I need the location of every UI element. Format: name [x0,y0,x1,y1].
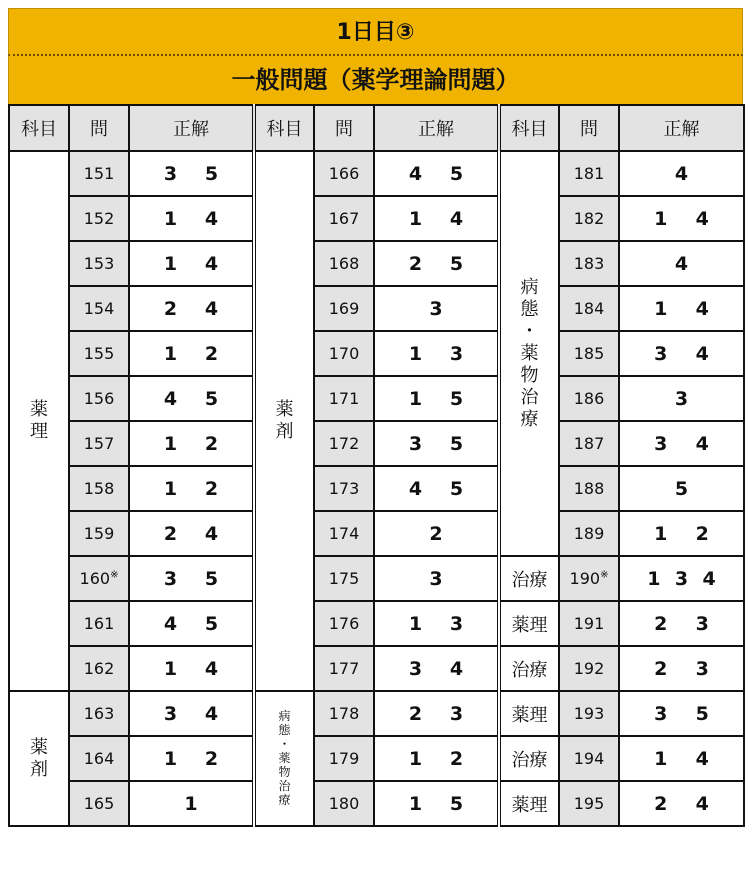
question-number [69,646,129,691]
answer-value: 3 [429,297,443,320]
answer-value: 3 [654,702,668,725]
question-number [314,241,374,286]
answer-value: 4 [408,162,423,185]
question-number [314,286,374,331]
answer-value: 5 [674,477,689,500]
answer-value: 1 [408,792,423,815]
answer-cell [374,736,499,781]
question-number [314,331,374,376]
answer-cell [129,466,254,511]
answer-value: 3 [674,387,689,410]
answer-cell [619,286,744,331]
question-number-text: 193 [573,704,605,723]
question-number [559,421,619,466]
question-number [314,376,374,421]
question-number-text: 184 [573,299,605,318]
question-number-text: 155 [83,344,115,363]
col-question-header: 問 [69,105,129,151]
subject-cell: 薬理 [499,601,559,646]
question-number [69,241,129,286]
answer-value: 1 [163,252,178,275]
answer-value: 2 [204,747,219,770]
day-title: 1日目③ [8,8,743,56]
answer-cell [374,331,499,376]
col-answer-header: 正解 [619,105,744,151]
answer-value: 3 [654,432,668,455]
question-number [314,646,374,691]
table-row [9,421,744,466]
question-number-text: 187 [573,434,605,453]
section-title: 一般問題（薬学理論問題） [8,56,743,104]
answer-value: 5 [449,477,464,500]
question-number-text: 177 [328,659,360,678]
answer-value: 5 [695,702,709,725]
table-row [9,646,744,691]
answer-cell [374,556,499,601]
question-number-text: 195 [573,794,605,813]
answer-value: 5 [204,387,219,410]
question-number-text: 188 [573,479,605,498]
answer-value: 4 [204,207,219,230]
question-number [559,151,619,196]
answer-cell [619,151,744,196]
answer-value: 3 [695,657,709,680]
answer-value: 4 [204,657,219,680]
table-row [9,466,744,511]
question-number-text: 162 [83,659,115,678]
question-number-text: 181 [573,164,605,183]
col-subject-header: 科目 [9,105,69,151]
answer-value: 5 [204,162,219,185]
answer-cell [129,646,254,691]
answer-cell [374,376,499,421]
answer-value: 3 [654,342,668,365]
question-number-text: 156 [83,389,115,408]
answer-value: 5 [449,792,464,815]
answer-value: 3 [449,702,464,725]
answer-cell [619,241,744,286]
answer-cell [619,196,744,241]
question-number [559,286,619,331]
answer-value: 4 [408,477,423,500]
answer-cell [619,331,744,376]
answer-value: 4 [204,522,219,545]
table-row [9,781,744,826]
header-row [9,105,744,151]
answer-value: 5 [449,162,464,185]
answer-value: 2 [449,747,464,770]
question-number [69,286,129,331]
question-number-text: 160 [79,569,111,588]
answer-cell [619,511,744,556]
question-number [69,691,129,736]
question-number-text: 151 [83,164,115,183]
answer-cell [374,466,499,511]
question-number [314,556,374,601]
question-number-text: 159 [83,524,115,543]
answer-value: 4 [204,252,219,275]
question-number-text: 161 [83,614,115,633]
answer-cell [129,691,254,736]
answer-value: 1 [163,477,178,500]
answer-value: 1 [163,657,178,680]
answer-value: 2 [163,522,178,545]
answer-cell [374,421,499,466]
answer-value: 2 [204,342,219,365]
question-number-text: 191 [573,614,605,633]
question-number-text: 189 [573,524,605,543]
col-question-header: 問 [314,105,374,151]
answer-cell [129,286,254,331]
subject-cell: 治療 [499,646,559,691]
answer-value: 1 [647,567,661,590]
answer-value: 2 [654,612,668,635]
answer-value: 2 [163,297,178,320]
question-number [69,376,129,421]
question-number [69,466,129,511]
col-question-header: 問 [559,105,619,151]
question-number [559,331,619,376]
answer-value: 2 [408,702,423,725]
question-number-text: 192 [573,659,605,678]
answer-value: 5 [204,567,219,590]
answer-value: 5 [449,387,464,410]
answer-value: 4 [449,207,464,230]
question-number [559,196,619,241]
question-number-text: 175 [328,569,360,588]
table-row [9,601,744,646]
answer-value: 1 [408,612,423,635]
question-number-text: 165 [83,794,115,813]
table-row [9,736,744,781]
answer-value: 2 [695,522,709,545]
question-number [69,556,129,601]
answer-value: 3 [449,612,464,635]
question-number [69,196,129,241]
question-number [314,421,374,466]
question-number [314,151,374,196]
subject-cell: 薬理 [499,691,559,736]
answer-cell [129,331,254,376]
answer-cell [619,781,744,826]
table-row [9,241,744,286]
answer-value: 2 [408,252,423,275]
question-number-text: 180 [328,794,360,813]
question-number [559,736,619,781]
answer-table [8,104,745,827]
answer-cell [129,376,254,421]
answer-cell [619,736,744,781]
answer-value: 1 [163,207,178,230]
question-number [559,511,619,556]
answer-value: 3 [408,657,423,680]
answer-value: 2 [654,657,668,680]
answer-value: 3 [449,342,464,365]
answer-value: 4 [695,432,709,455]
answer-value: 2 [204,477,219,500]
question-number [559,781,619,826]
question-number-text: 176 [328,614,360,633]
answer-value: 3 [163,702,178,725]
answer-cell [374,781,499,826]
answer-cell [129,421,254,466]
answer-cell [129,601,254,646]
answer-cell [129,736,254,781]
question-number-text: 171 [328,389,360,408]
answer-value: 1 [163,432,178,455]
question-number [559,556,619,601]
answer-cell [374,196,499,241]
answer-value: 3 [408,432,423,455]
question-number [314,196,374,241]
answer-value: 2 [204,432,219,455]
subject-cell [254,151,314,691]
question-number-text: 170 [328,344,360,363]
answer-value: 3 [163,567,178,590]
subject-cell [9,151,69,691]
answer-cell [619,466,744,511]
subject-cell [499,151,559,556]
answer-value: 4 [674,252,689,275]
answer-value: 5 [449,252,464,275]
question-number-text: 172 [328,434,360,453]
table-row [9,556,744,601]
answer-value: 4 [695,747,709,770]
answer-cell [129,151,254,196]
question-number [559,466,619,511]
answer-value: 1 [408,342,423,365]
answer-value: 1 [654,297,668,320]
answer-value: 4 [204,297,219,320]
subject-cell [254,691,314,826]
col-subject-header: 科目 [499,105,559,151]
table-row [9,286,744,331]
subject-label: 薬 剤 [275,399,294,442]
subject-label: 病 態 ・ 薬 物 治 療 [520,276,539,430]
question-number-text: 174 [328,524,360,543]
col-answer-header: 正解 [374,105,499,151]
question-number-text: 182 [573,209,605,228]
answer-cell [374,151,499,196]
question-number [314,466,374,511]
answer-cell [374,286,499,331]
question-number-text: 157 [83,434,115,453]
answer-value: 4 [163,387,178,410]
question-number [559,601,619,646]
answer-cell [129,511,254,556]
question-number [559,376,619,421]
answer-value: 4 [674,162,689,185]
subject-label: 薬 理 [30,399,48,442]
answer-cell [374,691,499,736]
answer-value: 5 [449,432,464,455]
question-number-text: 169 [328,299,360,318]
answer-cell [619,646,744,691]
subject-cell: 治療 [499,736,559,781]
answer-cell [374,241,499,286]
answer-cell [619,376,744,421]
question-number-text: 190 [569,569,601,588]
answer-sheet [8,8,743,827]
table-row [9,511,744,556]
question-number [559,691,619,736]
question-number-text: 183 [573,254,605,273]
question-number [559,241,619,286]
answer-cell [374,601,499,646]
subject-label: 薬 剤 [30,736,48,780]
table-row [9,376,744,421]
answer-cell [129,556,254,601]
answer-value: 1 [163,342,178,365]
answer-cell [374,511,499,556]
answer-cell [619,556,744,601]
question-number [314,511,374,556]
subject-label: 病 態 ・ 薬 物 治 療 [278,708,291,807]
subject-cell [9,691,69,826]
answer-cell [619,691,744,736]
answer-value: 4 [695,207,709,230]
answer-value: 4 [449,657,464,680]
note-mark: ※ [600,569,609,581]
question-number [69,151,129,196]
question-number-text: 167 [328,209,360,228]
subject-cell: 薬理 [499,781,559,826]
answer-value: 1 [408,387,423,410]
answer-value: 4 [163,612,178,635]
answer-cell [129,241,254,286]
question-number [314,601,374,646]
table-row [9,151,744,196]
answer-cell [619,421,744,466]
answer-value: 4 [695,342,709,365]
question-number [559,646,619,691]
question-number-text: 154 [83,299,115,318]
table-row [9,331,744,376]
question-number-text: 158 [83,479,115,498]
question-number-text: 163 [83,704,115,723]
question-number-text: 194 [573,749,605,768]
question-number [69,421,129,466]
subject-cell: 治療 [499,556,559,601]
question-number [69,331,129,376]
question-number-text: 178 [328,704,360,723]
answer-value: 4 [702,567,716,590]
question-number-text: 153 [83,254,115,273]
question-number-text: 185 [573,344,605,363]
answer-value: 1 [408,207,423,230]
question-number-text: 168 [328,254,360,273]
table-row [9,196,744,241]
answer-value: 1 [184,792,198,815]
answer-value: 1 [654,207,668,230]
answer-value: 1 [654,747,668,770]
question-number-text: 164 [83,749,115,768]
answer-value: 2 [654,792,668,815]
col-answer-header: 正解 [129,105,254,151]
question-number-text: 179 [328,749,360,768]
answer-value: 5 [204,612,219,635]
answer-value: 4 [204,702,219,725]
question-number [314,691,374,736]
answer-value: 1 [654,522,668,545]
question-number-text: 166 [328,164,360,183]
answer-cell [374,646,499,691]
question-number [69,781,129,826]
answer-value: 1 [408,747,423,770]
question-number [314,736,374,781]
answer-cell [619,601,744,646]
note-mark: ※ [110,569,119,581]
question-number-text: 152 [83,209,115,228]
answer-value: 3 [695,612,709,635]
answer-value: 4 [695,297,709,320]
question-number-text: 173 [328,479,360,498]
answer-cell [129,196,254,241]
col-subject-header: 科目 [254,105,314,151]
answer-value: 3 [429,567,443,590]
table-row [9,691,744,736]
answer-value: 2 [429,522,443,545]
answer-value: 3 [674,567,689,590]
answer-value: 3 [163,162,178,185]
question-number [314,781,374,826]
question-number [69,511,129,556]
answer-cell [129,781,254,826]
question-number-text: 186 [573,389,605,408]
answer-value: 4 [695,792,709,815]
question-number [69,736,129,781]
answer-value: 1 [163,747,178,770]
question-number [69,601,129,646]
